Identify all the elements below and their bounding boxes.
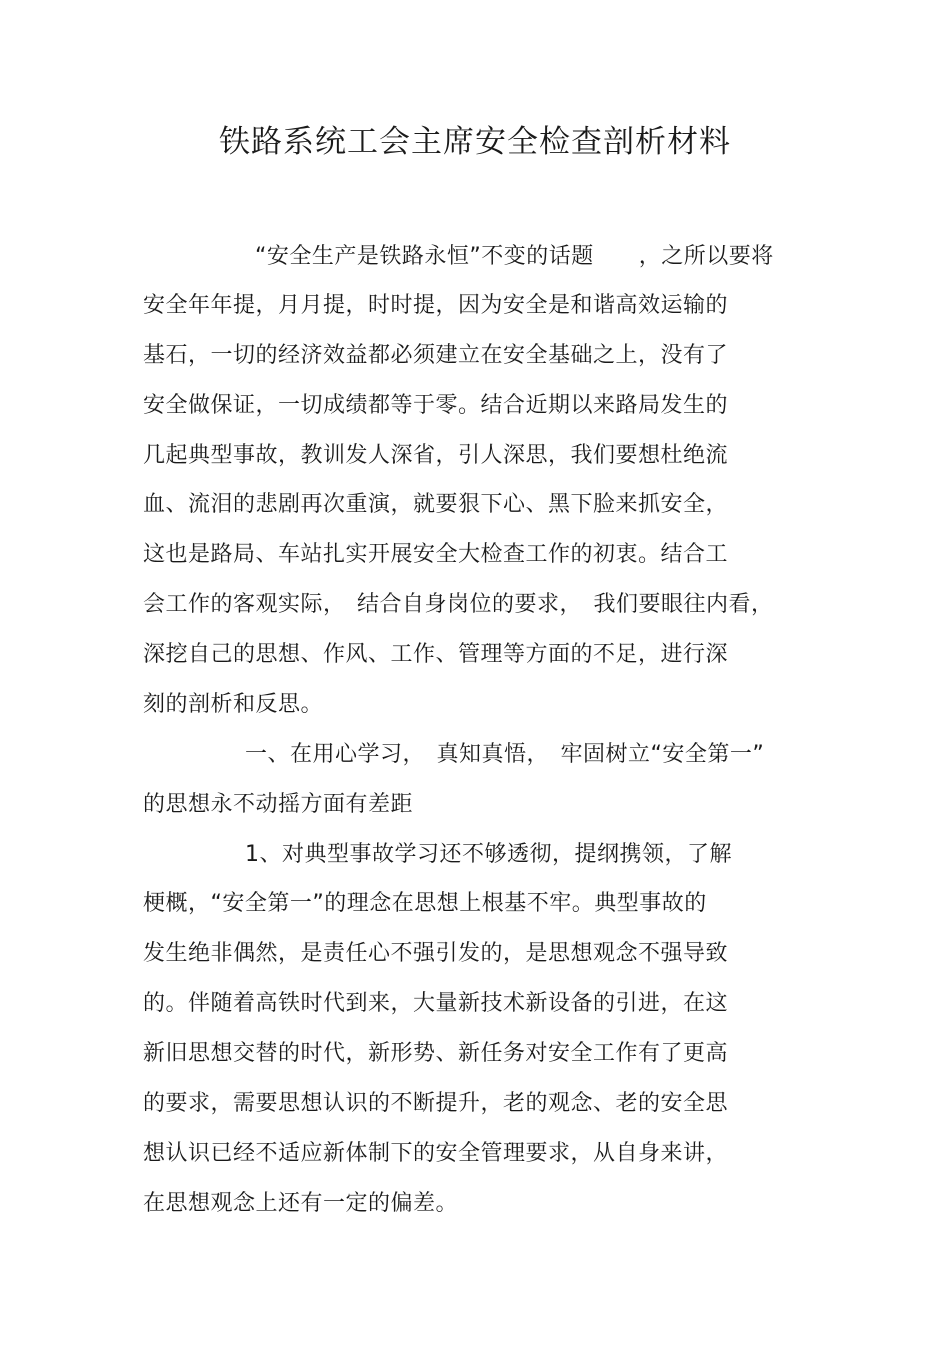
paragraph-line: 1、对典型事故学习还不够透彻，提纲携领，了解 [245, 842, 732, 867]
paragraph-line: 这也是路局、车站扎实开展安全大检查工作的初衷。结合工 [143, 542, 729, 567]
paragraph-line: 在思想观念上还有一定的偏差。 [143, 1191, 459, 1216]
document-title: 铁路系统工会主席安全检查剖析材料 [219, 124, 731, 160]
paragraph-line: 深挖自己的思想、作风、工作、管理等方面的不足，进行深 [143, 642, 729, 667]
paragraph-line: 想认识已经不适应新体制下的安全管理要求，从自身来讲， [143, 1141, 729, 1166]
paragraph-line: 的要求，需要思想认识的不断提升，老的观念、老的安全思 [143, 1091, 729, 1116]
paragraph-line: 新旧思想交替的时代，新形势、新任务对安全工作有了更高 [143, 1041, 729, 1066]
section-heading-line: 的思想永不动摇方面有差距 [143, 792, 414, 817]
paragraph-line: 会工作的客观实际， 结合自身岗位的要求， 我们要眼往内看， [143, 592, 774, 617]
paragraph-line: 基石，一切的经济效益都必须建立在安全基础之上，没有了 [143, 343, 729, 368]
paragraph-line: 血、流泪的悲剧再次重演，就要狠下心、黑下脸来抓安全， [143, 492, 729, 517]
paragraph-line: 安全年年提，月月提，时时提，因为安全是和谐高效运输的 [143, 293, 729, 318]
paragraph-line: 梗概，“安全第一”的理念在思想上根基不牢。典型事故的 [143, 891, 707, 916]
paragraph-line: 的。伴随着高铁时代到来，大量新技术新设备的引进，在这 [143, 991, 729, 1016]
paragraph-line: “安全生产是铁路永恒”不变的话题 ，之所以要将 [255, 244, 774, 269]
paragraph-line: 几起典型事故，教训发人深省，引人深思，我们要想杜绝流 [143, 443, 729, 468]
section-heading-line: 一、在用心学习， 真知真悟， 牢固树立“安全第一” [245, 742, 765, 767]
paragraph-line: 安全做保证，一切成绩都等于零。结合近期以来路局发生的 [143, 393, 729, 418]
paragraph-line: 发生绝非偶然，是责任心不强引发的，是思想观念不强导致 [143, 941, 729, 966]
paragraph-line: 刻的剖析和反思。 [143, 692, 324, 717]
